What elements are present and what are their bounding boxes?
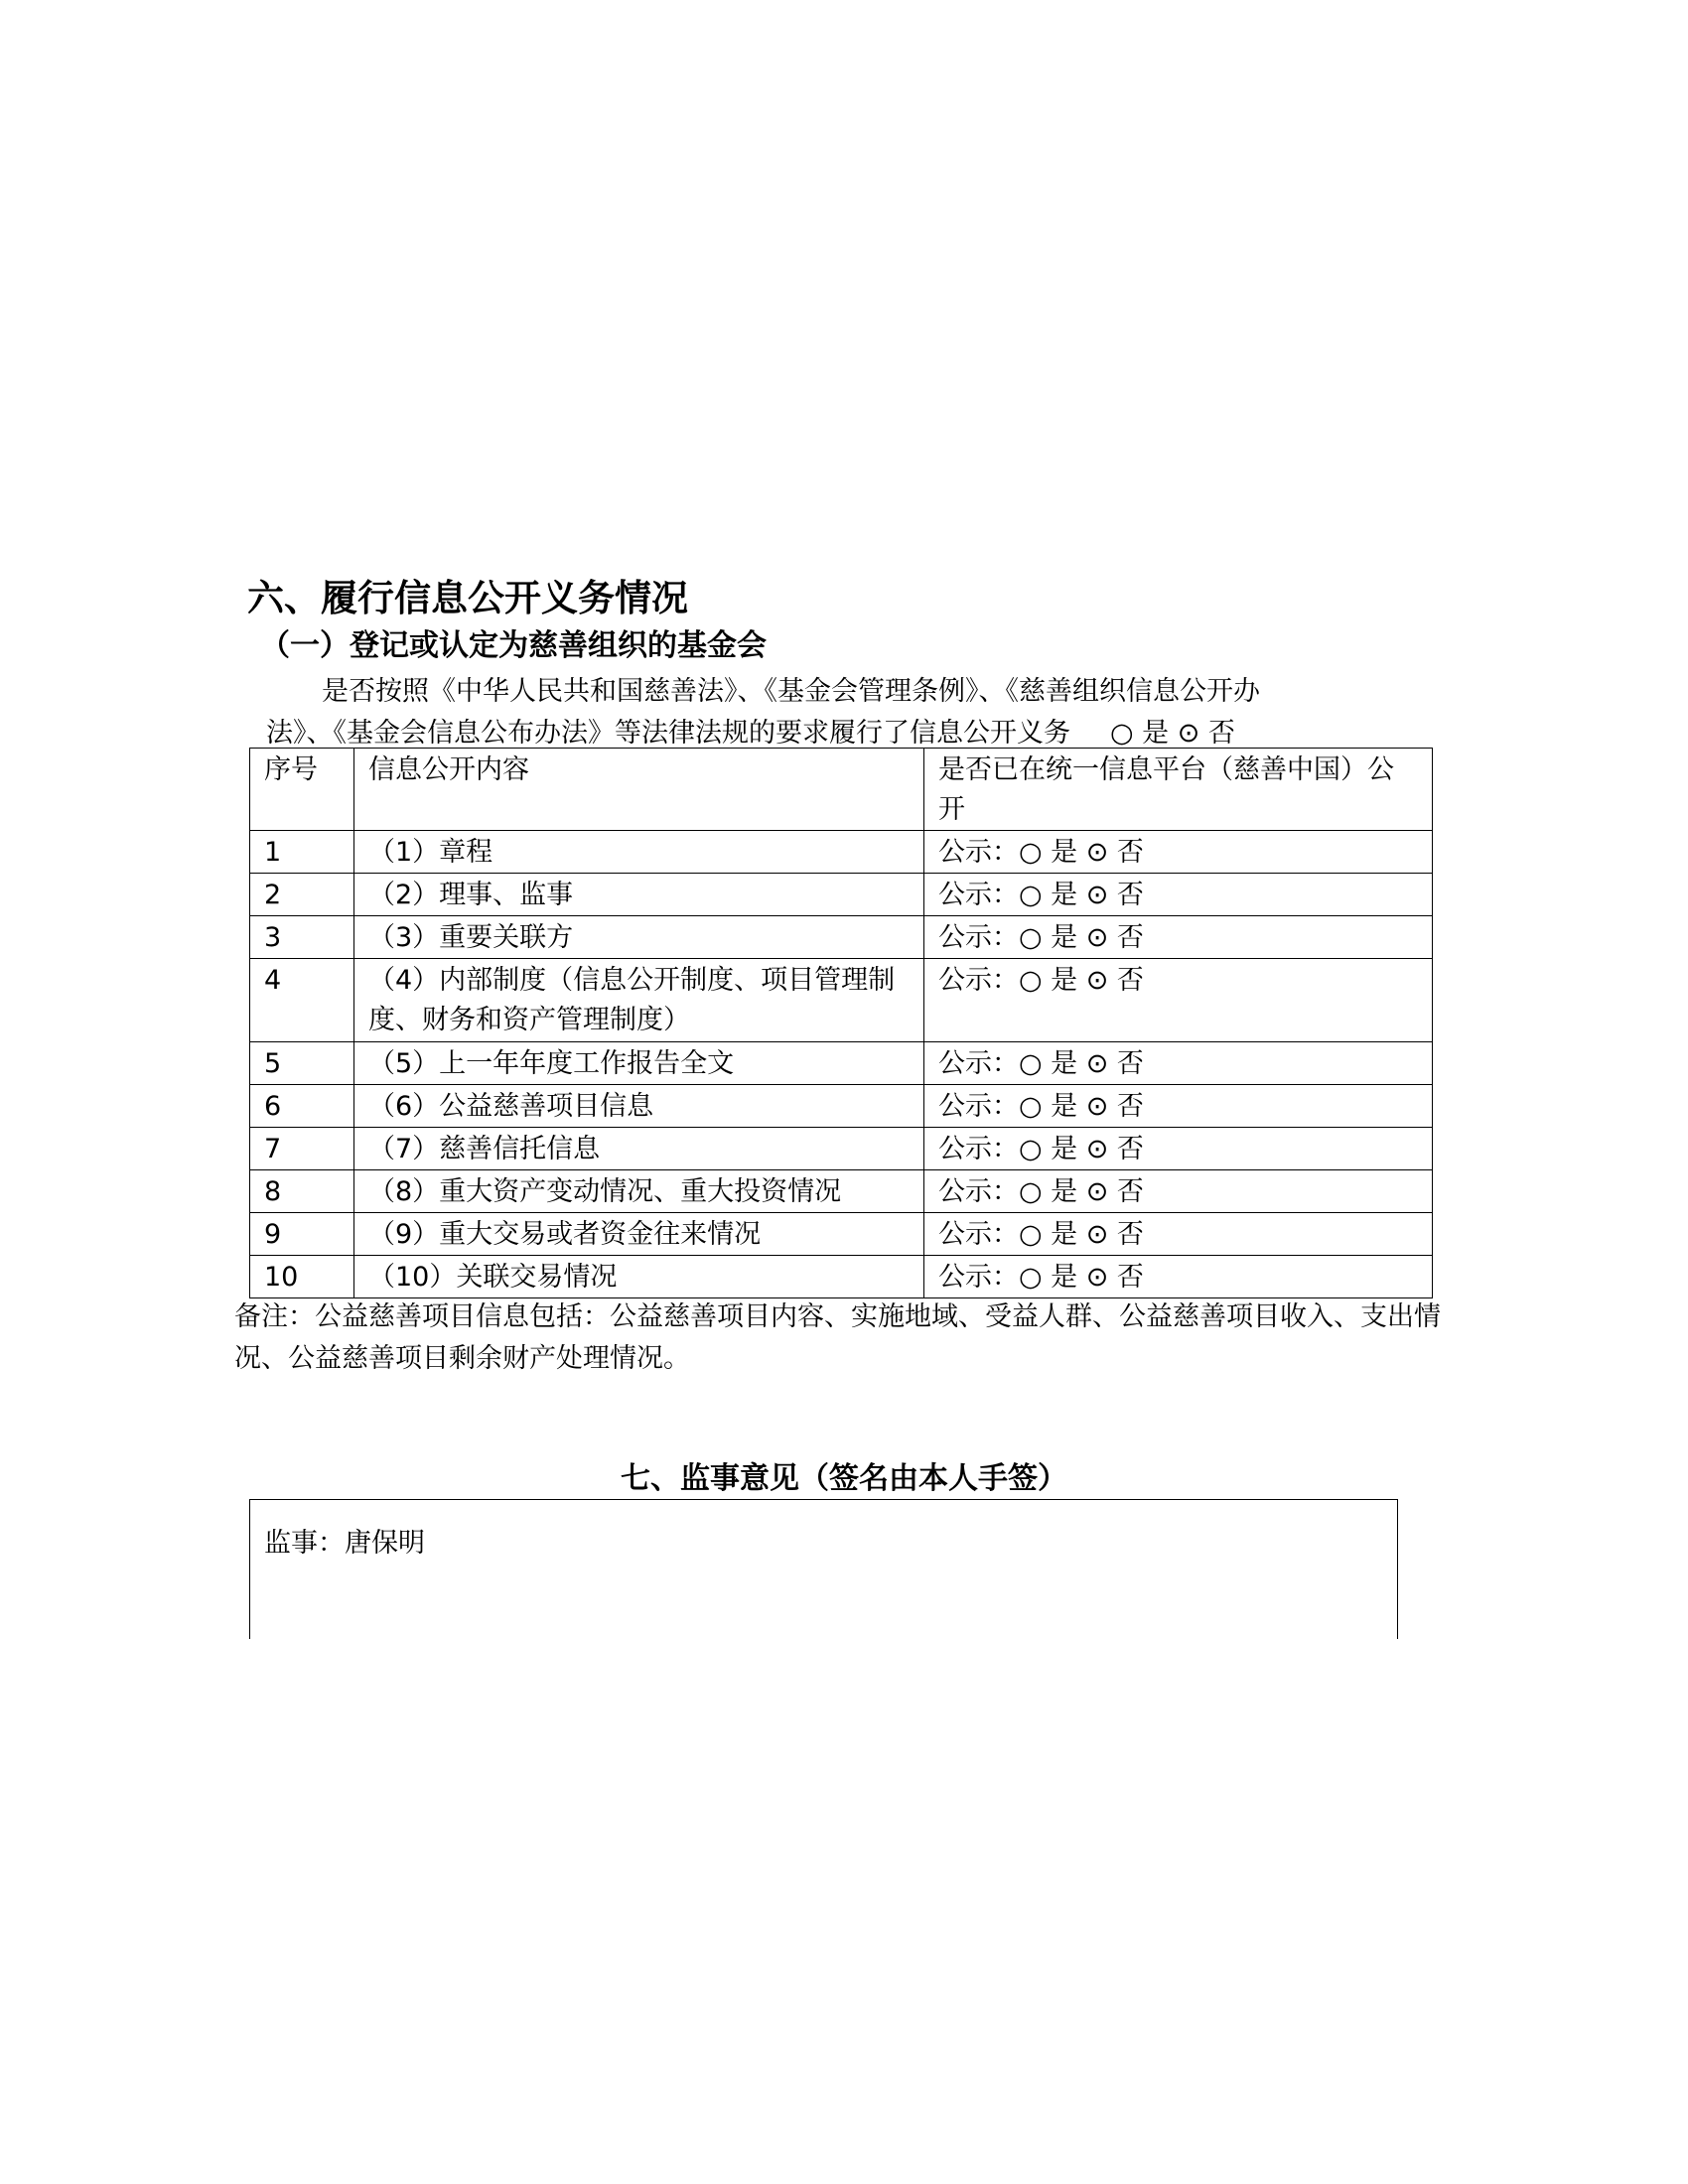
row-content: （3）重要关联方 <box>354 916 924 959</box>
row-no: 8 <box>250 1170 354 1213</box>
row-status-radio[interactable]: 公示：○ 是 ⊙ 否 <box>924 959 1433 1042</box>
table-row <box>250 874 1433 916</box>
row-no: 7 <box>250 1128 354 1170</box>
intro-paragraph <box>266 671 1438 754</box>
row-status-radio[interactable]: 公示：○ 是 ⊙ 否 <box>924 1256 1433 1298</box>
row-no: 1 <box>250 831 354 874</box>
header-status: 是否已在统一信息平台（慈善中国）公开 <box>924 749 1433 831</box>
row-content: （5）上一年年度工作报告全文 <box>354 1042 924 1085</box>
row-status-radio[interactable]: 公示：○ 是 ⊙ 否 <box>924 874 1433 916</box>
row-no: 3 <box>250 916 354 959</box>
table-header-row <box>250 749 1433 831</box>
table-row <box>250 1042 1433 1085</box>
row-status-radio[interactable]: 公示：○ 是 ⊙ 否 <box>924 1213 1433 1256</box>
section-title: 六、履行信息公开义务情况 <box>247 577 688 619</box>
intro-radio-answer[interactable]: ○ 是 ⊙ 否 <box>1110 718 1235 749</box>
row-status-radio[interactable]: 公示：○ 是 ⊙ 否 <box>924 1042 1433 1085</box>
table-row <box>250 831 1433 874</box>
row-no: 6 <box>250 1085 354 1128</box>
row-no: 5 <box>250 1042 354 1085</box>
table-row <box>250 1170 1433 1213</box>
table-row <box>250 1128 1433 1170</box>
table-row <box>250 959 1433 1042</box>
row-no: 10 <box>250 1256 354 1298</box>
row-content: （4）内部制度（信息公开制度、项目管理制度、财务和资产管理制度） <box>354 959 924 1042</box>
header-no: 序号 <box>250 749 354 831</box>
row-no: 4 <box>250 959 354 1042</box>
row-content: （6）公益慈善项目信息 <box>354 1085 924 1128</box>
row-content: （1）章程 <box>354 831 924 874</box>
row-status-radio[interactable]: 公示：○ 是 ⊙ 否 <box>924 1170 1433 1213</box>
row-content: （7）慈善信托信息 <box>354 1128 924 1170</box>
section-title-supervisor: 七、监事意见（签名由本人手签） <box>621 1461 1067 1496</box>
intro-line-1: 是否按照《中华人民共和国慈善法》、《基金会管理条例》、《慈善组织信息公开办 <box>322 676 1260 707</box>
table-row <box>250 1256 1433 1298</box>
row-status-radio[interactable]: 公示：○ 是 ⊙ 否 <box>924 831 1433 874</box>
row-content: （2）理事、监事 <box>354 874 924 916</box>
table-row <box>250 916 1433 959</box>
supervisor-name: 监事：唐保明 <box>264 1528 425 1559</box>
row-status-radio[interactable]: 公示：○ 是 ⊙ 否 <box>924 916 1433 959</box>
row-content: （9）重大交易或者资金往来情况 <box>354 1213 924 1256</box>
disclosure-table <box>249 748 1433 1298</box>
note-text: 备注：公益慈善项目信息包括：公益慈善项目内容、实施地域、受益人群、公益慈善项目收入、支出情况、公益慈善项目剩余财产处理情况。 <box>234 1301 1441 1374</box>
table-row <box>250 1213 1433 1256</box>
subsection-title: （一）登记或认定为慈善组织的基金会 <box>260 628 767 663</box>
header-content: 信息公开内容 <box>354 749 924 831</box>
intro-text: 法》、《基金会信息公布办法》等法律法规的要求履行了信息公开义务 <box>266 718 1070 749</box>
row-no: 9 <box>250 1213 354 1256</box>
table-row <box>250 1085 1433 1128</box>
row-no: 2 <box>250 874 354 916</box>
row-content: （8）重大资产变动情况、重大投资情况 <box>354 1170 924 1213</box>
row-content: （10）关联交易情况 <box>354 1256 924 1298</box>
row-status-radio[interactable]: 公示：○ 是 ⊙ 否 <box>924 1128 1433 1170</box>
row-status-radio[interactable]: 公示：○ 是 ⊙ 否 <box>924 1085 1433 1128</box>
